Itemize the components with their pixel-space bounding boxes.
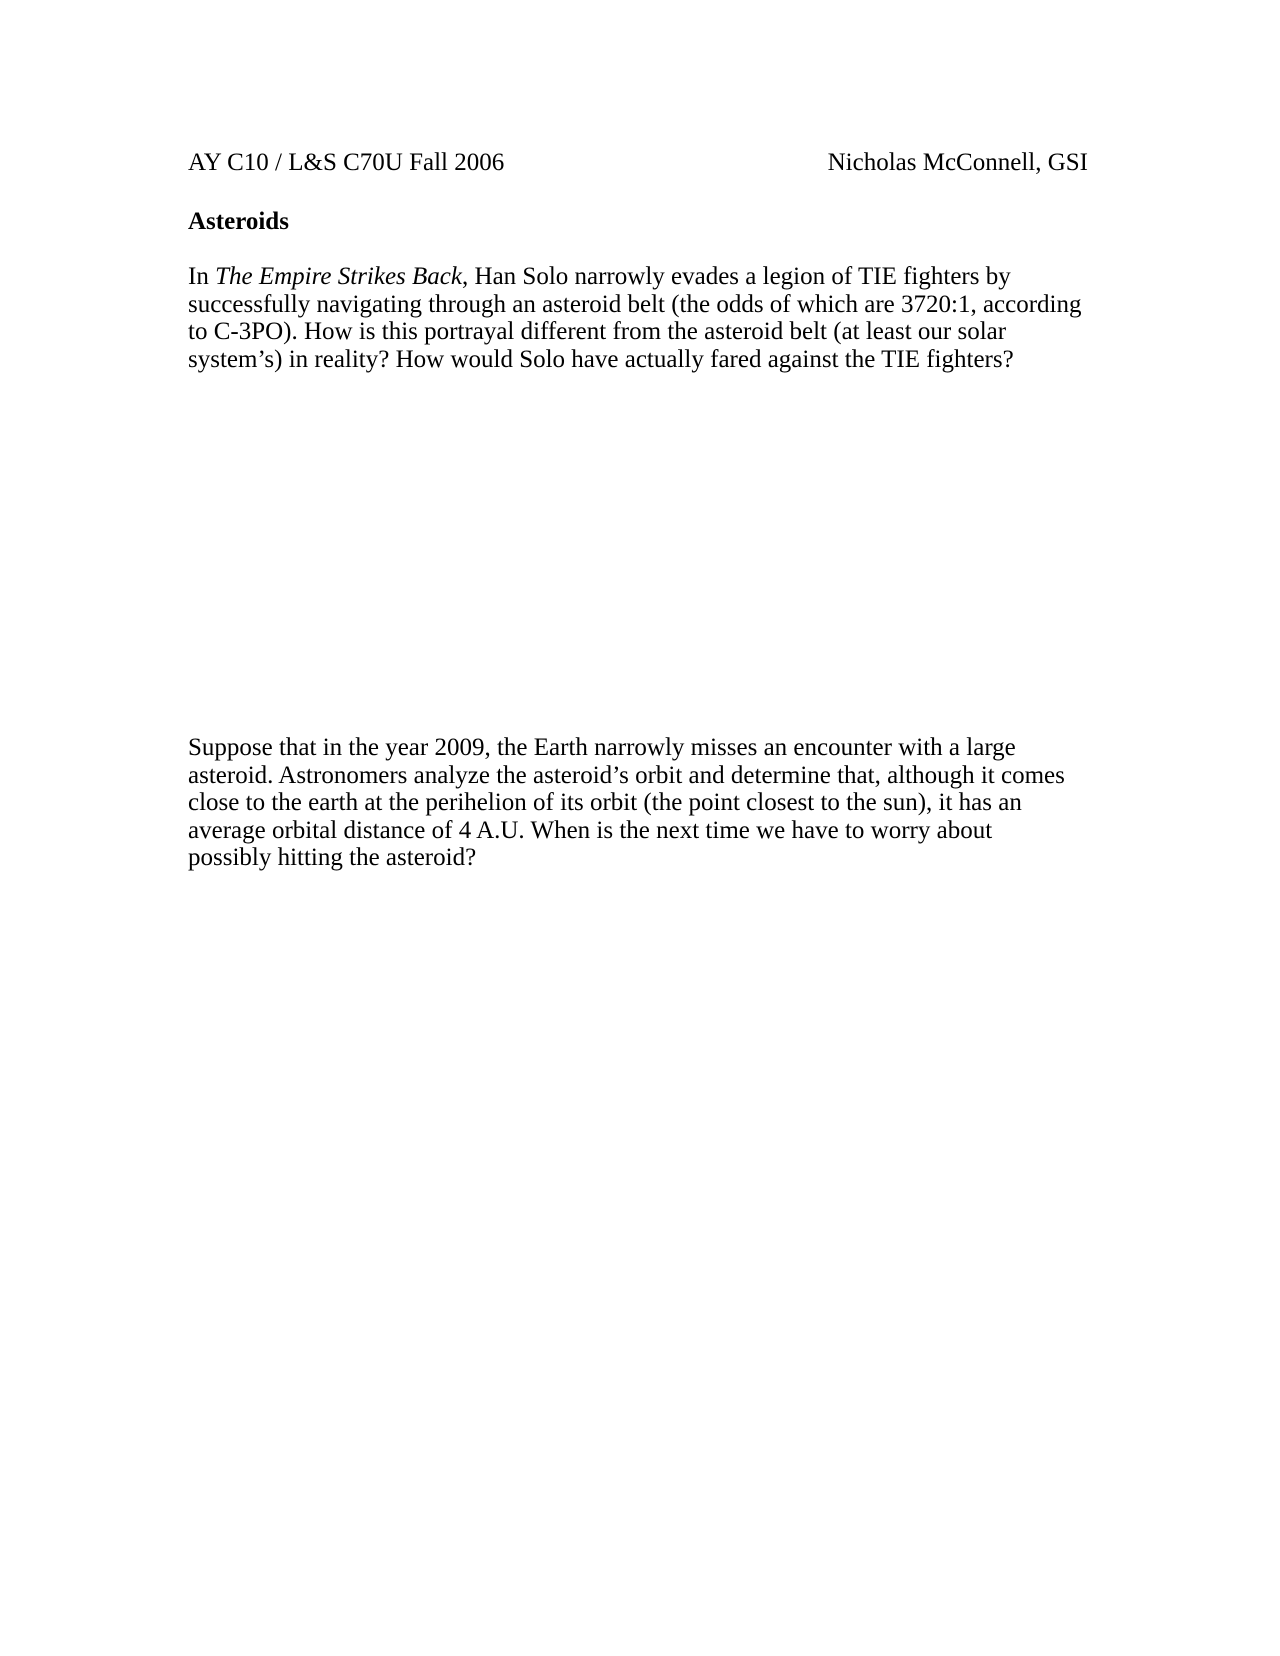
course-label: AY C10 / L&S C70U Fall 2006 [188, 149, 505, 176]
film-title: The Empire Strikes Back [215, 263, 463, 290]
page-header [188, 148, 1088, 178]
section-title: Asteroids [188, 208, 289, 235]
question-1-line-4: system’s) in reality? How would Solo have actually fared against the TIE fighters? [188, 345, 1014, 373]
question-2-line-2: asteroid. Astronomers analyze the asteroid’s orbit and determine that, although it comes [188, 761, 1065, 789]
question-2-line-3: close to the earth at the perihelion of its orbit (the point closest to the sun), it has an [188, 789, 1022, 817]
question-1-line-3: to C-3PO). How is this portrayal different from the asteroid belt (at least our solar [188, 318, 1007, 346]
question-1-line-1: , Han Solo narrowly evades a legion of TIE fighters by [462, 263, 1011, 290]
instructor-label: Nicholas McConnell, GSI [827, 149, 1088, 176]
question-2 [188, 734, 1108, 872]
question-2-line-1: Suppose that in the year 2009, the Earth narrowly misses an encounter with a large [188, 734, 1016, 761]
question-1-intro: In [188, 263, 216, 290]
question-1 [188, 263, 1108, 373]
question-1-line-2: successfully navigating through an asteroid belt (the odds of which are 3720:1, according [188, 290, 1082, 318]
question-2-line-4: average orbital distance of 4 A.U. When is the next time we have to worry about [188, 816, 993, 844]
question-2-line-5: possibly hitting the asteroid? [188, 844, 477, 872]
